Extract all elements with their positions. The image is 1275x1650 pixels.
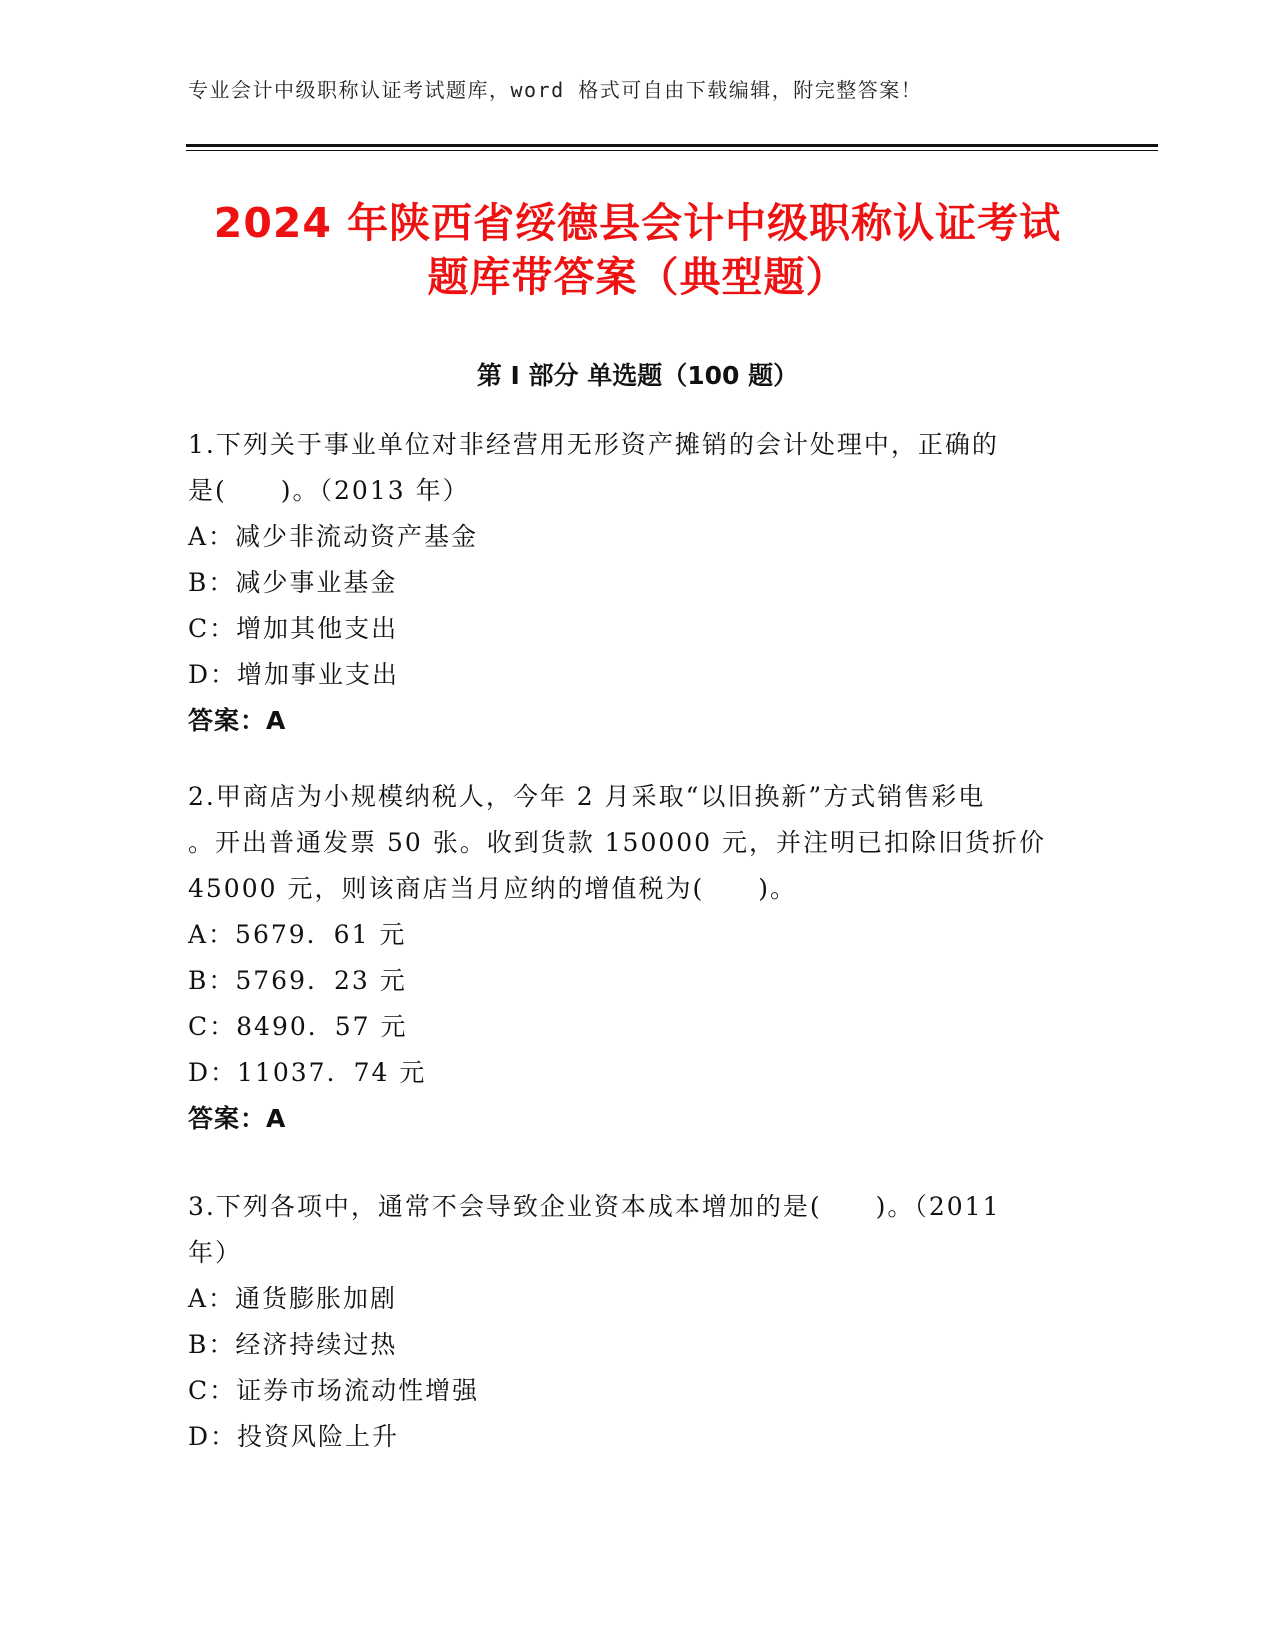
option-b: B：5769．23 元	[188, 966, 407, 995]
option-a: A：减少非流动资产基金	[188, 522, 479, 551]
title-line-2: 题库带答案（典型题）	[427, 253, 848, 301]
question-1	[188, 422, 1068, 744]
option-c: C：8490．57 元	[188, 1012, 408, 1041]
question-stem-line: 3.下列各项中，通常不会导致企业资本成本增加的是( )。（2011	[188, 1192, 1001, 1221]
header-rule-thin	[186, 150, 1158, 151]
option-b: B：减少事业基金	[188, 568, 398, 597]
option-a: A：通货膨胀加剧	[188, 1284, 398, 1313]
question-stem-line: 1.下列关于事业单位对非经营用无形资产摊销的会计处理中，正确的	[188, 430, 999, 459]
option-d: D：11037．74 元	[188, 1058, 427, 1087]
option-d: D：投资风险上升	[188, 1422, 400, 1451]
page-title	[150, 196, 1125, 304]
answer: 答案：A	[188, 1104, 287, 1133]
question-stem-line: 是( )。（2013 年）	[188, 476, 470, 505]
option-a: A：5679．61 元	[188, 920, 407, 949]
title-line-1: 2024 年陕西省绥德县会计中级职称认证考试	[213, 199, 1062, 247]
header-note: 专业会计中级职称认证考试题库，word 格式可自由下载编辑，附完整答案！	[188, 78, 923, 102]
question-3	[188, 1184, 1068, 1460]
option-c: C：增加其他支出	[188, 614, 399, 643]
question-stem-line: 年）	[188, 1238, 243, 1267]
header-rule-thick	[186, 144, 1158, 147]
option-c: C：证券市场流动性增强	[188, 1376, 480, 1405]
section-heading: 第 I 部分 单选题（100 题）	[476, 361, 799, 390]
option-b: B：经济持续过热	[188, 1330, 398, 1359]
answer: 答案：A	[188, 706, 287, 735]
option-d: D：增加事业支出	[188, 660, 400, 689]
question-stem-line: 45000 元，则该商店当月应纳的增值税为( )。	[188, 874, 797, 903]
question-2	[188, 774, 1068, 1142]
question-stem-line: 。开出普通发票 50 张。收到货款 150000 元，并注明已扣除旧货折价	[188, 828, 1047, 857]
question-stem-line: 2.甲商店为小规模纳税人，今年 2 月采取“以旧换新”方式销售彩电	[188, 782, 986, 811]
